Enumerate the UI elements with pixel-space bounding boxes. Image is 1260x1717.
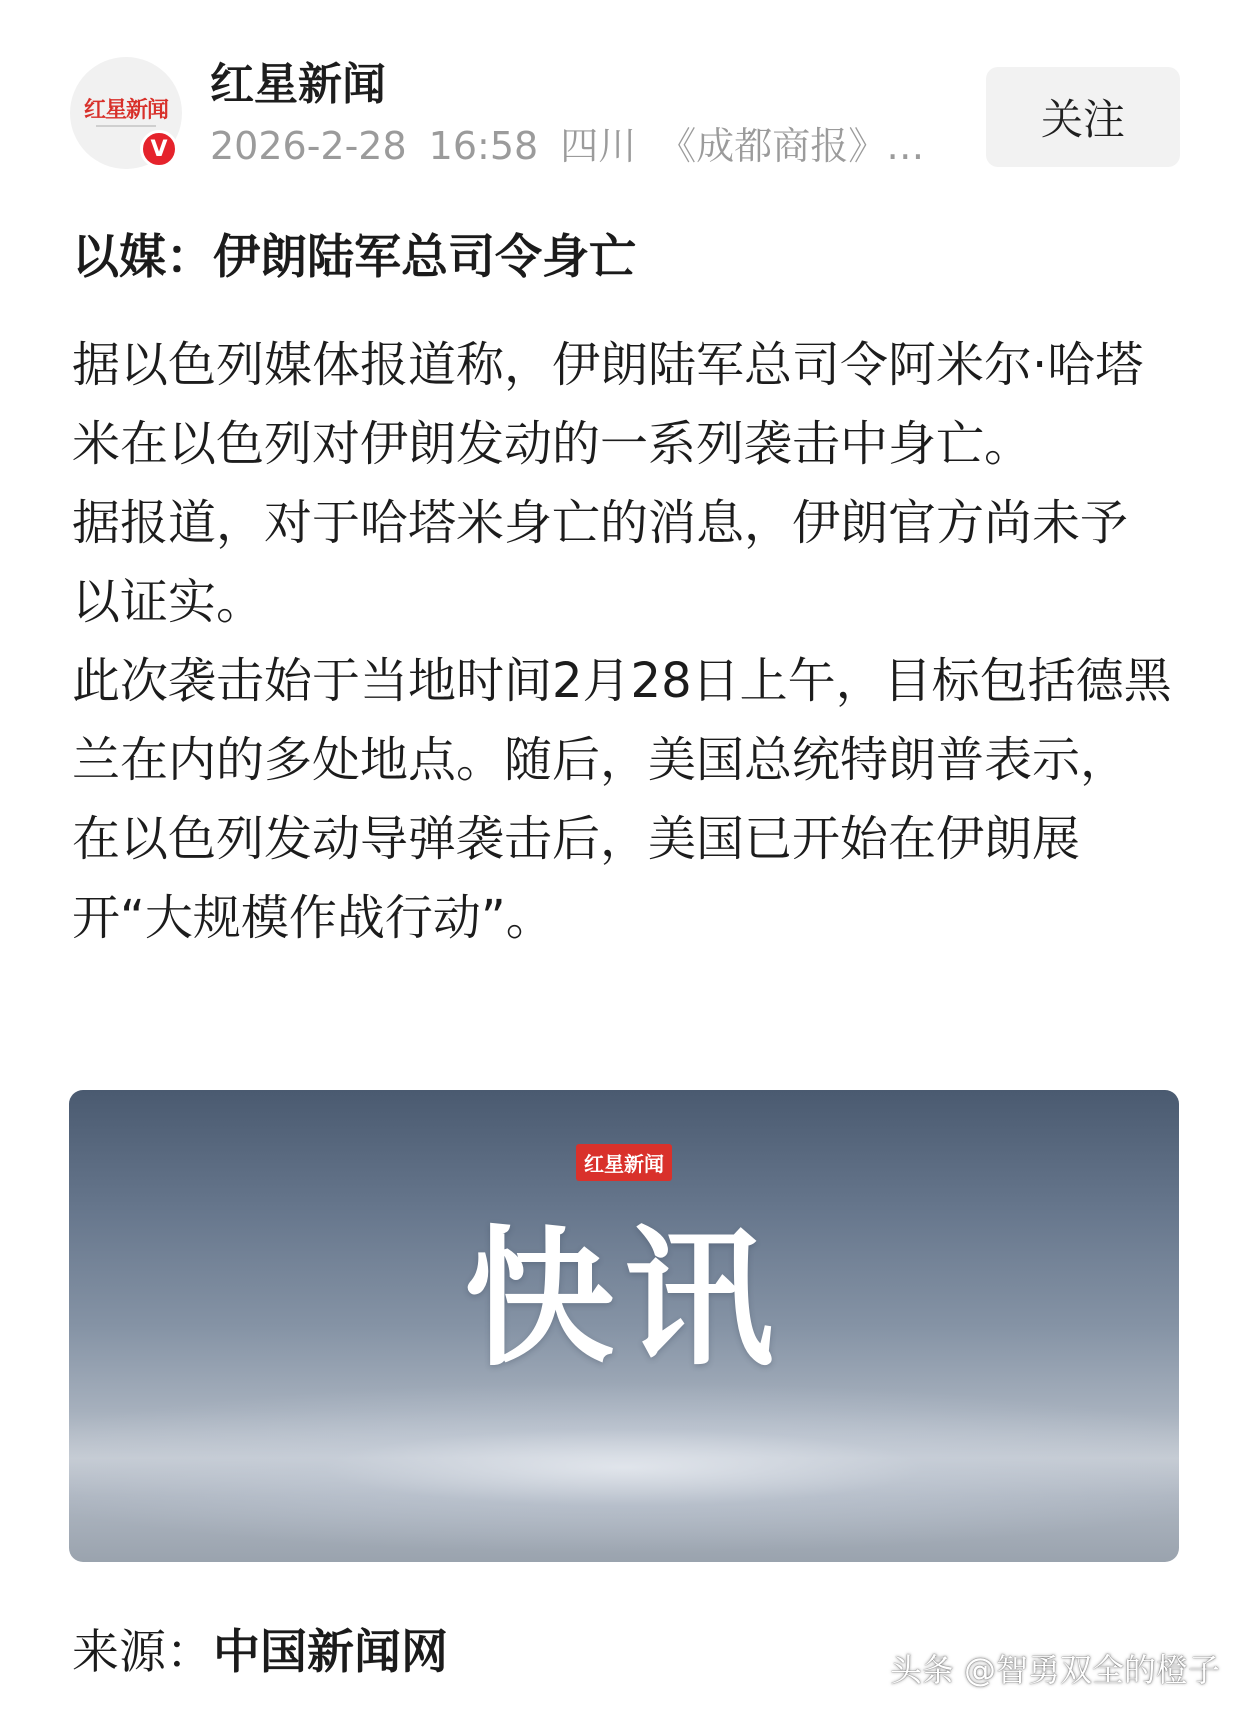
image-brand-logo: 红星新闻: [576, 1144, 672, 1181]
follow-button[interactable]: 关注: [986, 67, 1180, 167]
post-location: 四川: [560, 124, 637, 168]
article-paragraph: 据报道，对于哈塔米身亡的消息，伊朗官方尚未予以证实。: [72, 495, 1129, 630]
image-title: 快讯: [463, 1213, 784, 1387]
post-date: 2026-2-28: [210, 124, 407, 168]
article-body: [72, 326, 1172, 958]
verified-badge-icon: V: [140, 130, 178, 168]
account-name[interactable]: 红星新闻: [210, 59, 386, 110]
post-source-tag: 《成都商报》…: [658, 124, 925, 168]
avatar-logo-underline: [96, 125, 156, 127]
post-time: 16:58: [428, 124, 539, 168]
avatar-logo: 红星新闻: [83, 97, 168, 123]
article-headline: 以媒：伊朗陆军总司令身亡: [72, 230, 636, 285]
source-name: 中国新闻网: [213, 1625, 448, 1680]
article-image[interactable]: [69, 1090, 1179, 1562]
article-paragraph: 此次袭击始于当地时间2月28日上午，目标包括德黑兰在内的多处地点。随后，美国总统特朗普表示，在以色列发动导弹袭击后，美国已开始在伊朗展开“大规模作战行动”。: [72, 653, 1172, 946]
post-meta: [210, 118, 970, 174]
source-label: 来源：: [72, 1625, 213, 1680]
watermark: 头条 @智勇双全的橙子: [889, 1651, 1220, 1689]
article-source: [72, 1618, 448, 1688]
article-paragraph: 据以色列媒体报道称，伊朗陆军总司令阿米尔·哈塔米在以色列对伊朗发动的一系列袭击中身亡。: [72, 337, 1144, 472]
